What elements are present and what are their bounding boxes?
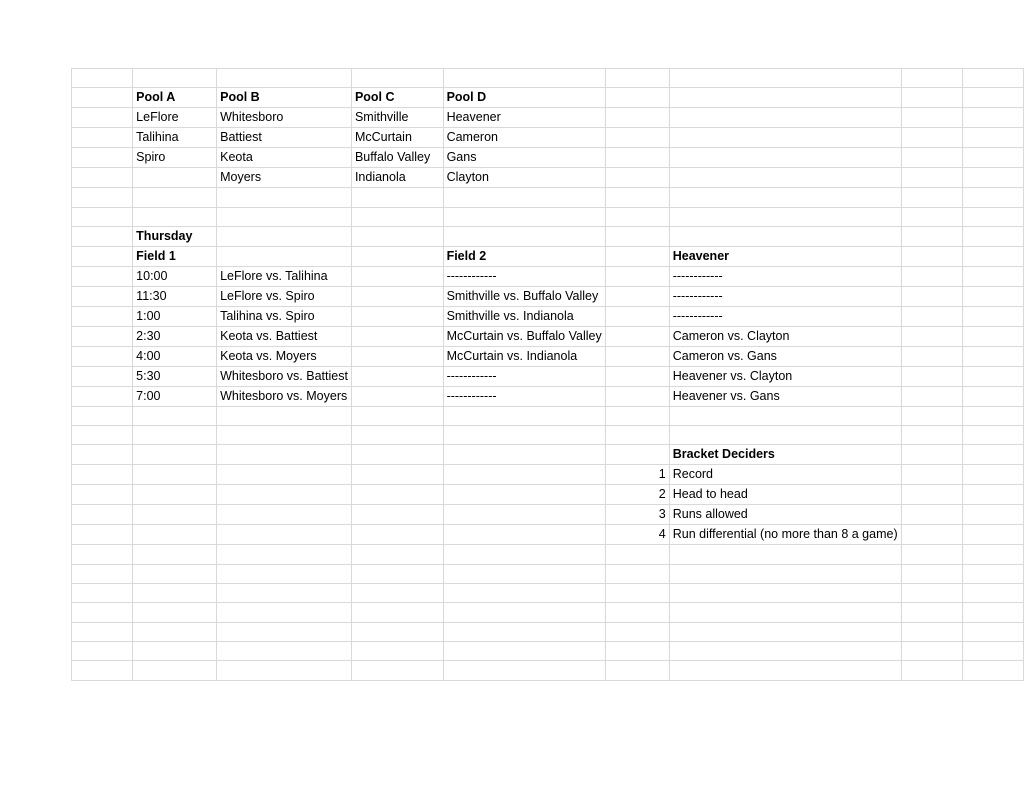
sheet-row — [72, 622, 1024, 641]
sheet-row — [72, 564, 1024, 583]
bracket-rank[interactable]: 4 — [605, 525, 669, 545]
pool-team-cell[interactable]: LeFlore — [133, 108, 217, 128]
pool-team-cell[interactable]: Smithville — [351, 108, 443, 128]
game-row — [72, 306, 1024, 326]
game-time[interactable]: 7:00 — [133, 386, 217, 406]
game-row — [72, 366, 1024, 386]
sheet-row — [72, 69, 1024, 88]
pool-team-cell[interactable]: Keota — [217, 148, 352, 168]
pool-d-header[interactable]: Pool D — [443, 88, 605, 108]
field3-game[interactable]: ------------ — [669, 266, 901, 286]
pool-team-row — [72, 108, 1024, 128]
field2-game[interactable]: ------------ — [443, 366, 605, 386]
bracket-row — [72, 525, 1024, 545]
bracket-rank[interactable]: 2 — [605, 485, 669, 505]
pool-team-cell[interactable]: Indianola — [351, 168, 443, 188]
field1-game[interactable]: Whitesboro vs. Battiest — [217, 366, 352, 386]
field-header-row — [72, 246, 1024, 266]
game-time[interactable]: 11:30 — [133, 286, 217, 306]
sheet-row — [72, 603, 1024, 622]
game-row — [72, 286, 1024, 306]
pool-team-cell[interactable]: Clayton — [443, 168, 605, 188]
game-time[interactable]: 2:30 — [133, 326, 217, 346]
field1-game[interactable]: Talihina vs. Spiro — [217, 306, 352, 326]
field2-game[interactable]: ------------ — [443, 386, 605, 406]
game-time[interactable]: 10:00 — [133, 266, 217, 286]
game-time[interactable]: 4:00 — [133, 346, 217, 366]
game-row — [72, 386, 1024, 406]
bracket-criterion[interactable]: Run differential (no more than 8 a game) — [669, 525, 901, 545]
game-row — [72, 266, 1024, 286]
bracket-criterion[interactable]: Runs allowed — [669, 505, 901, 525]
field1-game[interactable]: Keota vs. Moyers — [217, 346, 352, 366]
pool-team-row — [72, 168, 1024, 188]
sheet-row — [72, 545, 1024, 564]
field2-game[interactable]: McCurtain vs. Buffalo Valley — [443, 326, 605, 346]
pool-team-cell[interactable]: Heavener — [443, 108, 605, 128]
sheet-row — [72, 584, 1024, 603]
field3-game[interactable]: ------------ — [669, 306, 901, 326]
pool-team-cell[interactable]: Talihina — [133, 128, 217, 148]
field3-game[interactable]: Heavener vs. Gans — [669, 386, 901, 406]
field1-game[interactable]: LeFlore vs. Talihina — [217, 266, 352, 286]
field1-game[interactable]: LeFlore vs. Spiro — [217, 286, 352, 306]
field1-game[interactable]: Whitesboro vs. Moyers — [217, 386, 352, 406]
day-heading[interactable]: Thursday — [133, 226, 217, 246]
game-time[interactable]: 5:30 — [133, 366, 217, 386]
sheet-row — [72, 207, 1024, 226]
field3-game[interactable]: ------------ — [669, 286, 901, 306]
field3-game[interactable]: Cameron vs. Clayton — [669, 326, 901, 346]
pool-c-header[interactable]: Pool C — [351, 88, 443, 108]
pool-team-cell[interactable]: McCurtain — [351, 128, 443, 148]
bracket-criterion[interactable]: Record — [669, 465, 901, 485]
pool-team-cell[interactable]: Battiest — [217, 128, 352, 148]
bracket-row — [72, 505, 1024, 525]
pool-header-row — [72, 88, 1024, 108]
spreadsheet-grid — [71, 68, 1024, 681]
bracket-rank[interactable]: 1 — [605, 465, 669, 485]
game-time[interactable]: 1:00 — [133, 306, 217, 326]
pool-a-header[interactable]: Pool A — [133, 88, 217, 108]
sheet-row — [72, 188, 1024, 207]
pool-team-cell[interactable]: Gans — [443, 148, 605, 168]
field2-game[interactable]: Smithville vs. Indianola — [443, 306, 605, 326]
day-row — [72, 226, 1024, 246]
pool-team-cell[interactable]: Cameron — [443, 128, 605, 148]
field1-header[interactable]: Field 1 — [133, 246, 217, 266]
pool-team-cell[interactable]: Spiro — [133, 148, 217, 168]
bracket-row — [72, 465, 1024, 485]
bracket-title-row — [72, 445, 1024, 465]
field1-game[interactable]: Keota vs. Battiest — [217, 326, 352, 346]
sheet-row — [72, 406, 1024, 425]
pool-team-cell[interactable]: Buffalo Valley — [351, 148, 443, 168]
field3-game[interactable]: Cameron vs. Gans — [669, 346, 901, 366]
field3-header[interactable]: Heavener — [669, 246, 901, 266]
sheet-row — [72, 641, 1024, 660]
field3-game[interactable]: Heavener vs. Clayton — [669, 366, 901, 386]
game-row — [72, 346, 1024, 366]
pool-team-cell[interactable]: Moyers — [217, 168, 352, 188]
field2-game[interactable]: ------------ — [443, 266, 605, 286]
bracket-rank[interactable]: 3 — [605, 505, 669, 525]
pool-team-cell[interactable] — [133, 168, 217, 188]
bracket-row — [72, 485, 1024, 505]
pool-team-row — [72, 148, 1024, 168]
bracket-criterion[interactable]: Head to head — [669, 485, 901, 505]
pool-b-header[interactable]: Pool B — [217, 88, 352, 108]
bracket-deciders-title[interactable]: Bracket Deciders — [669, 445, 901, 465]
sheet-row — [72, 661, 1024, 680]
sheet-row — [72, 426, 1024, 445]
game-row — [72, 326, 1024, 346]
field2-game[interactable]: Smithville vs. Buffalo Valley — [443, 286, 605, 306]
pool-team-cell[interactable]: Whitesboro — [217, 108, 352, 128]
field2-header[interactable]: Field 2 — [443, 246, 605, 266]
field2-game[interactable]: McCurtain vs. Indianola — [443, 346, 605, 366]
pool-team-row — [72, 128, 1024, 148]
